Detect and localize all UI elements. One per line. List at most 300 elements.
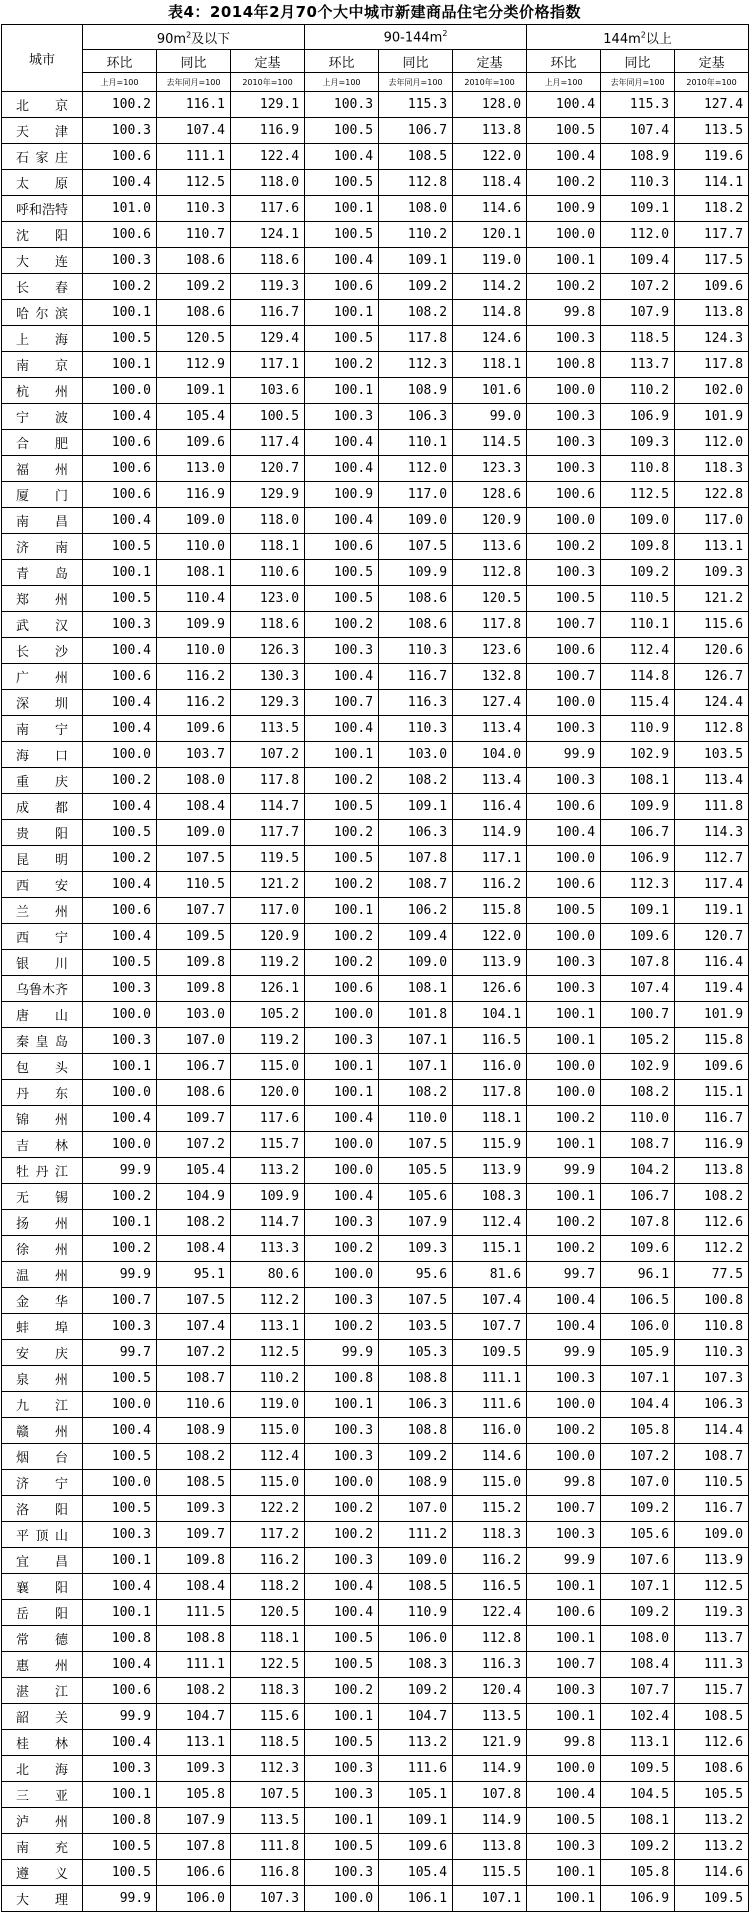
index-value-cell: 100.4: [305, 664, 379, 690]
index-value-cell: 113.8: [675, 1158, 749, 1184]
index-value-cell: 113.1: [675, 534, 749, 560]
table-row: [2, 690, 749, 716]
index-value-cell: 107.2: [601, 1444, 675, 1470]
index-value-cell: 106.7: [601, 1184, 675, 1210]
index-value-cell: 99.7: [83, 1340, 157, 1366]
base-note-last-month: 上月=100: [527, 73, 601, 92]
index-value-cell: 100.1: [83, 560, 157, 586]
table-row: [2, 1548, 749, 1574]
index-value-cell: 100.1: [305, 1080, 379, 1106]
index-value-cell: 118.6: [231, 612, 305, 638]
index-value-cell: 106.9: [601, 404, 675, 430]
index-value-cell: 102.9: [601, 742, 675, 768]
index-value-cell: 116.0: [453, 1418, 527, 1444]
index-value-cell: 100.4: [305, 508, 379, 534]
index-value-cell: 99.9: [527, 1158, 601, 1184]
index-value-cell: 100.4: [305, 1106, 379, 1132]
index-value-cell: 117.1: [453, 846, 527, 872]
table-row: [2, 1860, 749, 1886]
table-row: [2, 742, 749, 768]
index-value-cell: 113.1: [601, 1730, 675, 1756]
index-value-cell: 100.1: [527, 1704, 601, 1730]
base-note-same-month-last-year: 去年同月=100: [157, 73, 231, 92]
index-value-cell: 128.0: [453, 92, 527, 118]
city-name-cell: 金华: [2, 1288, 83, 1314]
index-value-cell: 108.2: [379, 300, 453, 326]
index-value-cell: 100.4: [83, 1730, 157, 1756]
index-value-cell: 104.4: [601, 1392, 675, 1418]
index-value-cell: 110.3: [157, 196, 231, 222]
index-value-cell: 100.2: [305, 1678, 379, 1704]
table-row: [2, 950, 749, 976]
index-value-cell: 115.3: [379, 92, 453, 118]
index-value-cell: 104.7: [157, 1704, 231, 1730]
index-value-cell: 109.1: [379, 794, 453, 820]
index-value-cell: 106.0: [379, 1626, 453, 1652]
index-value-cell: 113.4: [453, 716, 527, 742]
index-value-cell: 114.2: [453, 274, 527, 300]
index-value-cell: 108.8: [379, 1418, 453, 1444]
index-value-cell: 118.2: [231, 1574, 305, 1600]
index-value-cell: 110.3: [675, 1340, 749, 1366]
index-value-cell: 100.4: [527, 1314, 601, 1340]
index-value-cell: 127.4: [453, 690, 527, 716]
index-value-cell: 100.1: [305, 1054, 379, 1080]
city-name-cell: 银川: [2, 950, 83, 976]
index-value-cell: 100.4: [83, 1574, 157, 1600]
index-value-cell: 108.9: [379, 1470, 453, 1496]
index-value-cell: 116.3: [453, 1652, 527, 1678]
table-row: [2, 1210, 749, 1236]
index-value-cell: 103.6: [231, 378, 305, 404]
index-value-cell: 117.7: [675, 222, 749, 248]
city-name-cell: 合肥: [2, 430, 83, 456]
index-value-cell: 100.6: [527, 482, 601, 508]
index-value-cell: 100.5: [527, 1808, 601, 1834]
index-value-cell: 112.0: [379, 456, 453, 482]
index-value-cell: 100.2: [527, 1236, 601, 1262]
city-name-cell: 宁波: [2, 404, 83, 430]
city-name-cell: 兰州: [2, 898, 83, 924]
index-value-cell: 107.3: [231, 1886, 305, 1912]
city-name-cell: 福州: [2, 456, 83, 482]
index-value-cell: 80.6: [231, 1262, 305, 1288]
index-value-cell: 109.4: [379, 924, 453, 950]
index-value-cell: 100.2: [83, 1236, 157, 1262]
group-header-large: $144m^2$以上: [527, 25, 749, 50]
index-value-cell: 100.3: [305, 1782, 379, 1808]
index-value-cell: 108.7: [379, 872, 453, 898]
city-name-cell: 洛阳: [2, 1496, 83, 1522]
table-row: [2, 1158, 749, 1184]
table-row: [2, 1808, 749, 1834]
index-value-cell: 107.2: [601, 274, 675, 300]
city-name-cell: 昆明: [2, 846, 83, 872]
city-name-cell: 南昌: [2, 508, 83, 534]
table-row: [2, 898, 749, 924]
index-value-cell: 121.9: [453, 1730, 527, 1756]
table-row: [2, 92, 749, 118]
index-value-cell: 113.0: [157, 456, 231, 482]
index-value-cell: 111.8: [675, 794, 749, 820]
index-value-cell: 111.1: [157, 144, 231, 170]
index-value-cell: 100.8: [305, 1366, 379, 1392]
index-value-cell: 114.9: [453, 1808, 527, 1834]
city-name-cell: 平顶山: [2, 1522, 83, 1548]
index-value-cell: 100.0: [527, 1392, 601, 1418]
index-value-cell: 107.8: [379, 846, 453, 872]
index-value-cell: 116.8: [231, 1860, 305, 1886]
table-row: [2, 144, 749, 170]
index-value-cell: 99.9: [305, 1340, 379, 1366]
city-name-cell: 温州: [2, 1262, 83, 1288]
index-value-cell: 119.1: [675, 898, 749, 924]
index-value-cell: 107.2: [231, 742, 305, 768]
index-value-cell: 115.4: [601, 690, 675, 716]
index-value-cell: 100.3: [83, 248, 157, 274]
index-value-cell: 108.1: [379, 976, 453, 1002]
city-name-cell: 呼和浩特: [2, 196, 83, 222]
index-value-cell: 113.2: [379, 1730, 453, 1756]
index-value-cell: 126.3: [231, 638, 305, 664]
city-name-cell: 济南: [2, 534, 83, 560]
index-value-cell: 100.1: [527, 1626, 601, 1652]
table-row: [2, 248, 749, 274]
table-row: [2, 430, 749, 456]
index-value-cell: 100.4: [83, 1418, 157, 1444]
index-value-cell: 100.4: [83, 1106, 157, 1132]
index-value-cell: 100.5: [83, 1496, 157, 1522]
index-value-cell: 100.2: [83, 274, 157, 300]
table-row: [2, 1834, 749, 1860]
table-row: [2, 1756, 749, 1782]
index-value-cell: 100.5: [305, 1834, 379, 1860]
index-value-cell: 100.5: [305, 1652, 379, 1678]
index-value-cell: 112.3: [379, 352, 453, 378]
city-name-cell: 襄阳: [2, 1574, 83, 1600]
index-value-cell: 108.2: [601, 1080, 675, 1106]
table-row: [2, 326, 749, 352]
index-value-cell: 100.0: [83, 1392, 157, 1418]
index-value-cell: 100.1: [83, 1210, 157, 1236]
index-value-cell: 100.0: [527, 1054, 601, 1080]
index-value-cell: 114.9: [453, 820, 527, 846]
index-value-cell: 108.4: [601, 1652, 675, 1678]
table-row: [2, 222, 749, 248]
index-value-cell: 100.8: [83, 1808, 157, 1834]
index-value-cell: 108.6: [379, 586, 453, 612]
index-value-cell: 108.4: [157, 794, 231, 820]
index-value-cell: 113.5: [231, 716, 305, 742]
index-value-cell: 100.2: [83, 846, 157, 872]
index-value-cell: 100.5: [83, 1834, 157, 1860]
index-value-cell: 113.8: [675, 300, 749, 326]
index-value-cell: 102.4: [601, 1704, 675, 1730]
index-value-cell: 100.1: [527, 1886, 601, 1912]
index-value-cell: 100.5: [83, 586, 157, 612]
index-value-cell: 109.2: [379, 1678, 453, 1704]
index-value-cell: 116.1: [157, 92, 231, 118]
index-value-cell: 100.1: [305, 196, 379, 222]
index-value-cell: 100.4: [527, 92, 601, 118]
index-value-cell: 113.8: [453, 1834, 527, 1860]
index-value-cell: 112.8: [453, 560, 527, 586]
index-value-cell: 109.2: [601, 1834, 675, 1860]
index-value-cell: 106.6: [157, 1860, 231, 1886]
index-value-cell: 100.9: [527, 196, 601, 222]
index-value-cell: 117.6: [231, 1106, 305, 1132]
index-value-cell: 109.9: [231, 1184, 305, 1210]
index-value-cell: 109.5: [157, 924, 231, 950]
index-value-cell: 112.9: [157, 352, 231, 378]
index-value-cell: 109.9: [379, 560, 453, 586]
index-value-cell: 115.0: [453, 1470, 527, 1496]
index-value-cell: 100.3: [305, 1860, 379, 1886]
index-value-cell: 112.8: [675, 716, 749, 742]
index-value-cell: 95.6: [379, 1262, 453, 1288]
index-value-cell: 100.3: [305, 404, 379, 430]
index-value-cell: 100.1: [527, 1002, 601, 1028]
index-value-cell: 113.1: [231, 1314, 305, 1340]
index-value-cell: 100.0: [305, 1002, 379, 1028]
index-value-cell: 100.5: [305, 118, 379, 144]
index-value-cell: 99.9: [527, 1548, 601, 1574]
index-value-cell: 107.9: [157, 1808, 231, 1834]
index-value-cell: 115.5: [453, 1860, 527, 1886]
index-value-cell: 105.8: [601, 1418, 675, 1444]
index-value-cell: 100.5: [305, 1730, 379, 1756]
index-value-cell: 100.1: [305, 1704, 379, 1730]
index-value-cell: 110.2: [601, 378, 675, 404]
index-value-cell: 100.1: [83, 1548, 157, 1574]
index-value-cell: 100.0: [83, 1080, 157, 1106]
index-value-cell: 128.6: [453, 482, 527, 508]
index-value-cell: 111.3: [675, 1652, 749, 1678]
index-value-cell: 100.6: [83, 898, 157, 924]
index-value-cell: 100.5: [83, 534, 157, 560]
index-value-cell: 116.2: [157, 690, 231, 716]
index-value-cell: 118.3: [675, 456, 749, 482]
index-value-cell: 109.2: [601, 1600, 675, 1626]
index-value-cell: 122.2: [231, 1496, 305, 1522]
index-value-cell: 113.9: [453, 1158, 527, 1184]
index-value-cell: 117.1: [231, 352, 305, 378]
city-name-cell: 遵义: [2, 1860, 83, 1886]
index-value-cell: 106.2: [379, 898, 453, 924]
group-header-medium: $90-144m^2$: [305, 25, 527, 50]
index-value-cell: 107.9: [379, 1210, 453, 1236]
index-value-cell: 109.8: [157, 950, 231, 976]
table-row: [2, 1600, 749, 1626]
index-value-cell: 113.5: [231, 1808, 305, 1834]
table-row: [2, 1496, 749, 1522]
index-value-cell: 100.1: [527, 1184, 601, 1210]
index-value-cell: 118.3: [453, 1522, 527, 1548]
index-value-cell: 100.2: [305, 1236, 379, 1262]
index-value-cell: 110.6: [231, 560, 305, 586]
index-value-cell: 117.4: [675, 872, 749, 898]
city-name-cell: 北海: [2, 1756, 83, 1782]
index-value-cell: 112.3: [231, 1756, 305, 1782]
index-value-cell: 100.3: [305, 1756, 379, 1782]
city-name-cell: 西宁: [2, 924, 83, 950]
index-value-cell: 100.2: [305, 352, 379, 378]
index-value-cell: 111.1: [157, 1652, 231, 1678]
index-value-cell: 112.7: [675, 846, 749, 872]
base-note-same-month-last-year: 去年同月=100: [601, 73, 675, 92]
index-value-cell: 100.2: [83, 1184, 157, 1210]
table-row: [2, 1262, 749, 1288]
table-row: [2, 924, 749, 950]
index-value-cell: 103.0: [157, 1002, 231, 1028]
index-value-cell: 104.0: [453, 742, 527, 768]
index-value-cell: 113.9: [675, 1548, 749, 1574]
city-name-cell: 上海: [2, 326, 83, 352]
index-value-cell: 107.1: [601, 1574, 675, 1600]
index-value-cell: 109.6: [601, 924, 675, 950]
index-value-cell: 100.3: [305, 1288, 379, 1314]
city-name-cell: 丹东: [2, 1080, 83, 1106]
city-name-cell: 乌鲁木齐: [2, 976, 83, 1002]
index-value-cell: 100.7: [527, 1652, 601, 1678]
index-value-cell: 108.2: [157, 1210, 231, 1236]
index-value-cell: 105.2: [231, 1002, 305, 1028]
index-value-cell: 123.0: [231, 586, 305, 612]
city-name-cell: 宜昌: [2, 1548, 83, 1574]
table-row: [2, 1366, 749, 1392]
index-value-cell: 106.9: [601, 846, 675, 872]
index-value-cell: 99.8: [527, 300, 601, 326]
index-value-cell: 129.3: [231, 690, 305, 716]
index-value-cell: 113.6: [453, 534, 527, 560]
city-name-cell: 重庆: [2, 768, 83, 794]
index-value-cell: 100.4: [305, 144, 379, 170]
index-value-cell: 120.0: [231, 1080, 305, 1106]
index-value-cell: 116.2: [453, 872, 527, 898]
index-value-cell: 104.1: [453, 1002, 527, 1028]
index-value-cell: 100.2: [305, 1522, 379, 1548]
index-value-cell: 111.2: [379, 1522, 453, 1548]
index-value-cell: 116.2: [157, 664, 231, 690]
city-name-cell: 郑州: [2, 586, 83, 612]
index-value-cell: 100.5: [305, 170, 379, 196]
index-value-cell: 96.1: [601, 1262, 675, 1288]
index-value-cell: 100.4: [305, 1184, 379, 1210]
index-value-cell: 114.6: [675, 1860, 749, 1886]
index-value-cell: 100.5: [83, 820, 157, 846]
index-value-cell: 113.2: [231, 1158, 305, 1184]
index-value-cell: 107.4: [157, 118, 231, 144]
city-name-cell: 厦门: [2, 482, 83, 508]
table-row: [2, 482, 749, 508]
index-value-cell: 100.5: [305, 794, 379, 820]
city-name-cell: 湛江: [2, 1678, 83, 1704]
index-value-cell: 122.8: [675, 482, 749, 508]
index-value-cell: 108.3: [379, 1652, 453, 1678]
index-value-cell: 117.8: [379, 326, 453, 352]
table-row: [2, 118, 749, 144]
table-row: [2, 1184, 749, 1210]
index-value-cell: 107.1: [601, 1366, 675, 1392]
index-value-cell: 107.0: [157, 1028, 231, 1054]
index-value-cell: 99.8: [527, 1730, 601, 1756]
index-value-cell: 120.5: [157, 326, 231, 352]
index-value-cell: 100.0: [527, 690, 601, 716]
index-value-cell: 110.9: [379, 1600, 453, 1626]
index-value-cell: 100.6: [83, 144, 157, 170]
index-value-cell: 100.6: [527, 1600, 601, 1626]
city-name-cell: 三亚: [2, 1782, 83, 1808]
index-value-cell: 106.7: [379, 118, 453, 144]
index-value-cell: 100.5: [305, 846, 379, 872]
index-value-cell: 100.0: [83, 1470, 157, 1496]
index-value-cell: 106.3: [379, 820, 453, 846]
table-row: [2, 976, 749, 1002]
index-value-cell: 101.9: [675, 1002, 749, 1028]
sub-header-mom: 环比: [83, 50, 157, 73]
index-value-cell: 107.2: [157, 1340, 231, 1366]
index-value-cell: 109.1: [379, 248, 453, 274]
sub-header-yoy: 同比: [379, 50, 453, 73]
index-value-cell: 115.1: [453, 1236, 527, 1262]
index-value-cell: 119.3: [231, 274, 305, 300]
index-value-cell: 100.3: [83, 1756, 157, 1782]
sub-header-yoy: 同比: [601, 50, 675, 73]
city-name-cell: 北京: [2, 92, 83, 118]
index-value-cell: 100.4: [305, 716, 379, 742]
index-value-cell: 100.2: [527, 1106, 601, 1132]
table-row: [2, 1236, 749, 1262]
city-name-cell: 成都: [2, 794, 83, 820]
index-value-cell: 100.3: [527, 326, 601, 352]
index-value-cell: 118.2: [675, 196, 749, 222]
index-value-cell: 100.0: [527, 508, 601, 534]
index-value-cell: 109.6: [157, 716, 231, 742]
sub-header-mom: 环比: [305, 50, 379, 73]
index-value-cell: 108.5: [379, 1574, 453, 1600]
index-value-cell: 109.8: [157, 1548, 231, 1574]
index-value-cell: 116.7: [675, 1496, 749, 1522]
index-value-cell: 100.7: [527, 1496, 601, 1522]
index-value-cell: 107.5: [379, 1132, 453, 1158]
index-value-cell: 124.1: [231, 222, 305, 248]
index-value-cell: 109.3: [157, 1496, 231, 1522]
table-row: [2, 638, 749, 664]
index-value-cell: 100.9: [305, 482, 379, 508]
index-value-cell: 114.8: [601, 664, 675, 690]
index-value-cell: 100.3: [527, 1834, 601, 1860]
index-value-cell: 107.0: [601, 1470, 675, 1496]
index-value-cell: 100.4: [83, 170, 157, 196]
city-name-cell: 南充: [2, 1834, 83, 1860]
index-value-cell: 127.4: [675, 92, 749, 118]
index-value-cell: 112.0: [675, 430, 749, 456]
city-name-cell: 长沙: [2, 638, 83, 664]
city-name-cell: 广州: [2, 664, 83, 690]
index-value-cell: 114.8: [453, 300, 527, 326]
index-value-cell: 116.4: [453, 794, 527, 820]
index-value-cell: 115.8: [675, 1028, 749, 1054]
index-value-cell: 112.6: [675, 1210, 749, 1236]
index-value-cell: 112.0: [601, 222, 675, 248]
index-value-cell: 100.0: [83, 1132, 157, 1158]
index-value-cell: 105.4: [157, 404, 231, 430]
index-value-cell: 107.4: [601, 976, 675, 1002]
index-value-cell: 110.3: [379, 638, 453, 664]
index-value-cell: 109.0: [379, 950, 453, 976]
base-note-2010: 2010年=100: [675, 73, 749, 92]
index-value-cell: 100.2: [527, 274, 601, 300]
